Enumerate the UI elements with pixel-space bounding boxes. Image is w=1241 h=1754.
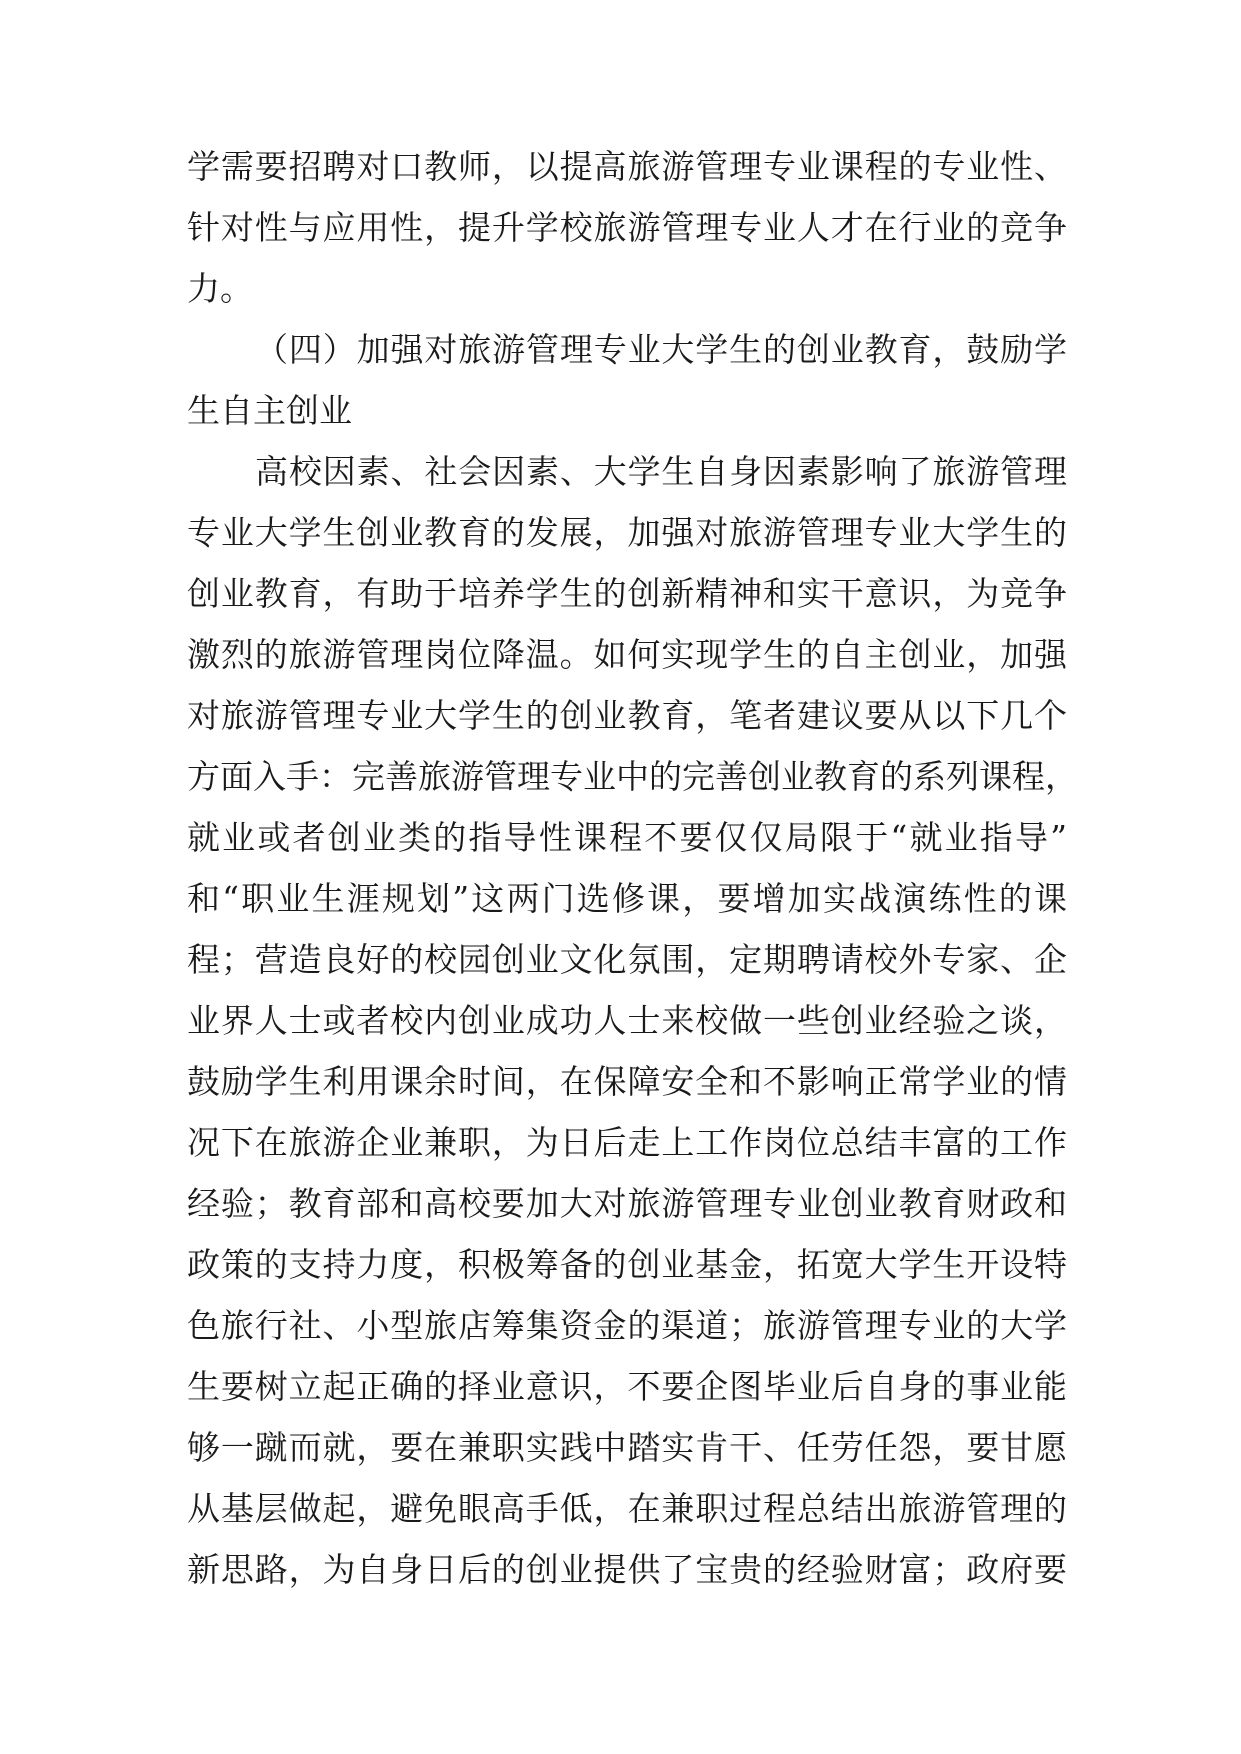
body-text-line: 程；营造良好的校园创业文化氛围，定期聘请校外专家、企 <box>187 940 1067 979</box>
body-text-line: 新思路，为自身日后的创业提供了宝贵的经验财富；政府要 <box>187 1550 1067 1589</box>
body-text-line: 对旅游管理专业大学生的创业教育，笔者建议要从以下几个 <box>187 696 1067 735</box>
body-text-line: 从基层做起，避免眼高手低，在兼职过程总结出旅游管理的 <box>187 1489 1067 1528</box>
body-text-line: 创业教育，有助于培养学生的创新精神和实干意识，为竞争 <box>187 574 1067 613</box>
body-text-line: 鼓励学生利用课余时间，在保障安全和不影响正常学业的情 <box>187 1062 1067 1101</box>
body-text-line: 高校因素、社会因素、大学生自身因素影响了旅游管理 <box>255 452 1067 491</box>
body-text-line: 和“职业生涯规划”这两门选修课，要增加实战演练性的课 <box>187 879 1067 918</box>
body-text-line: 就业或者创业类的指导性课程不要仅仅局限于“就业指导” <box>187 818 1067 857</box>
body-text-line: 激烈的旅游管理岗位降温。如何实现学生的自主创业，加强 <box>187 635 1067 674</box>
body-text-line: 生要树立起正确的择业意识，不要企图毕业后自身的事业能 <box>187 1367 1067 1406</box>
section-heading-line: 生自主创业 <box>187 391 352 430</box>
body-text-line: 学需要招聘对口教师，以提高旅游管理专业课程的专业性、 <box>187 147 1067 186</box>
body-text-line: 况下在旅游企业兼职，为日后走上工作岗位总结丰富的工作 <box>187 1123 1067 1162</box>
body-text-line: 专业大学生创业教育的发展，加强对旅游管理专业大学生的 <box>187 513 1067 552</box>
body-text-line: 色旅行社、小型旅店筹集资金的渠道；旅游管理专业的大学 <box>187 1306 1067 1345</box>
body-text-line: 够一蹴而就，要在兼职实践中踏实肯干、任劳任怨，要甘愿 <box>187 1428 1067 1467</box>
body-text-line: 政策的支持力度，积极筹备的创业基金，拓宽大学生开设特 <box>187 1245 1067 1284</box>
body-text-line: 业界人士或者校内创业成功人士来校做一些创业经验之谈， <box>187 1001 1067 1040</box>
body-text-line: 经验；教育部和高校要加大对旅游管理专业创业教育财政和 <box>187 1184 1067 1223</box>
section-heading-line: （四）加强对旅游管理专业大学生的创业教育，鼓励学 <box>255 330 1067 369</box>
body-text-line: 方面入手：完善旅游管理专业中的完善创业教育的系列课程， <box>187 757 1078 796</box>
body-text-line: 力。 <box>187 269 253 308</box>
body-text-line: 针对性与应用性，提升学校旅游管理专业人才在行业的竞争 <box>187 208 1067 247</box>
